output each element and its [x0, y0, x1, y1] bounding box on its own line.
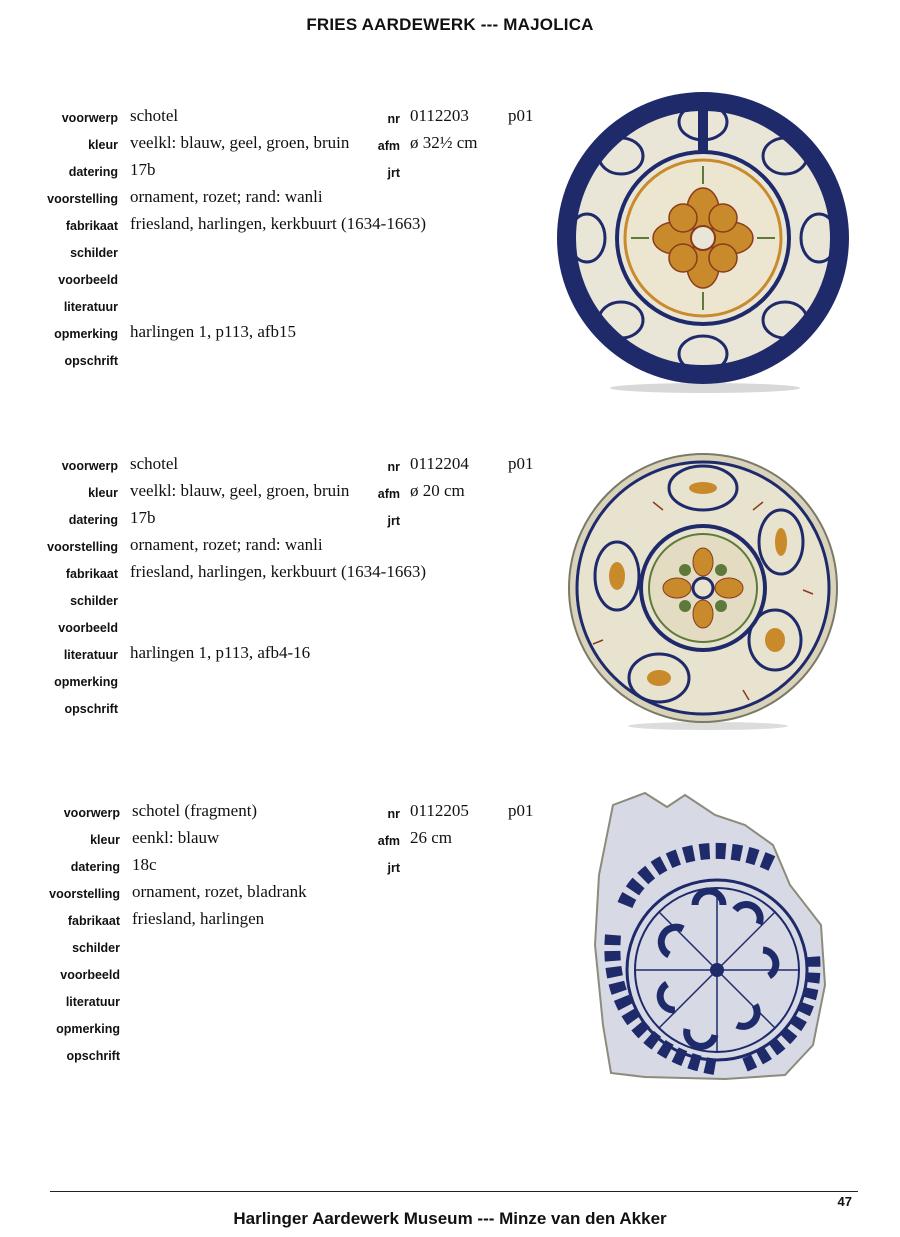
label-datering: datering	[68, 165, 118, 179]
page-number: 47	[837, 1194, 852, 1209]
page-footer: Harlinger Aardewerk Museum --- Minze van den Akker	[233, 1209, 667, 1228]
label-voorstelling: voorstelling	[49, 887, 120, 901]
plate-photo-2	[563, 450, 848, 735]
value-voorwerp: schotel	[130, 106, 179, 125]
value-datering: 17b	[130, 508, 156, 527]
value-kleur: veelkl: blauw, geel, groen, bruin	[130, 133, 350, 152]
label-jrt: jrt	[387, 166, 400, 180]
label-nr: nr	[387, 112, 400, 126]
label-afm: afm	[377, 487, 400, 501]
value-voorstelling: ornament, rozet, bladrank	[132, 882, 307, 901]
value-voorwerp: schotel	[130, 454, 179, 473]
label-voorbeeld: voorbeeld	[60, 968, 120, 982]
value-datering: 17b	[130, 160, 156, 179]
label-fabrikaat: fabrikaat	[65, 567, 118, 581]
value-voorwerp: schotel (fragment)	[132, 801, 258, 820]
label-jrt: jrt	[387, 514, 400, 528]
label-literatuur: literatuur	[63, 648, 118, 662]
label-schilder: schilder	[70, 246, 118, 260]
value-nr: 0112204	[410, 454, 469, 473]
label-opmerking: opmerking	[54, 675, 118, 689]
value-nr: 0112205	[410, 801, 469, 820]
label-voorwerp: voorwerp	[61, 459, 118, 473]
value-afm: ø 20 cm	[410, 481, 465, 500]
value-fabrikaat: friesland, harlingen	[132, 909, 265, 928]
label-opschrift: opschrift	[64, 702, 118, 716]
value-p: p01	[508, 801, 534, 820]
plate-fragment-photo-3	[585, 785, 850, 1085]
label-opschrift: opschrift	[66, 1049, 120, 1063]
label-schilder: schilder	[70, 594, 118, 608]
label-voorbeeld: voorbeeld	[58, 273, 118, 287]
value-voorstelling: ornament, rozet; rand: wanli	[130, 535, 323, 554]
label-voorbeeld: voorbeeld	[58, 621, 118, 635]
label-voorstelling: voorstelling	[47, 540, 118, 554]
value-opmerking: harlingen 1, p113, afb15	[130, 322, 297, 341]
value-p: p01	[508, 454, 534, 473]
value-fabrikaat: friesland, harlingen, kerkbuurt (1634-1663)	[130, 562, 426, 581]
plate-photo-1	[553, 88, 853, 398]
label-afm: afm	[377, 834, 400, 848]
label-kleur: kleur	[88, 486, 118, 500]
label-kleur: kleur	[88, 138, 118, 152]
value-afm: ø 32½ cm	[410, 133, 478, 152]
label-jrt: jrt	[387, 861, 400, 875]
label-nr: nr	[387, 807, 400, 821]
label-nr: nr	[387, 460, 400, 474]
label-schilder: schilder	[72, 941, 120, 955]
value-fabrikaat: friesland, harlingen, kerkbuurt (1634-1663)	[130, 214, 426, 233]
label-opschrift: opschrift	[64, 354, 118, 368]
label-afm: afm	[377, 139, 400, 153]
value-nr: 0112203	[410, 106, 469, 125]
footer-divider	[50, 1191, 858, 1192]
label-opmerking: opmerking	[56, 1022, 120, 1036]
label-opmerking: opmerking	[54, 327, 118, 341]
value-p: p01	[508, 106, 534, 125]
label-kleur: kleur	[90, 833, 120, 847]
label-fabrikaat: fabrikaat	[67, 914, 120, 928]
value-datering: 18c	[132, 855, 157, 874]
value-literatuur: harlingen 1, p113, afb4-16	[130, 643, 311, 662]
label-voorwerp: voorwerp	[63, 806, 120, 820]
value-afm: 26 cm	[410, 828, 453, 847]
value-kleur: veelkl: blauw, geel, groen, bruin	[130, 481, 350, 500]
value-voorstelling: ornament, rozet; rand: wanli	[130, 187, 323, 206]
label-datering: datering	[70, 860, 120, 874]
label-voorstelling: voorstelling	[47, 192, 118, 206]
page-title: FRIES AARDEWERK --- MAJOLICA	[306, 15, 594, 34]
label-datering: datering	[68, 513, 118, 527]
label-fabrikaat: fabrikaat	[65, 219, 118, 233]
label-literatuur: literatuur	[63, 300, 118, 314]
label-voorwerp: voorwerp	[61, 111, 118, 125]
label-literatuur: literatuur	[65, 995, 120, 1009]
value-kleur: eenkl: blauw	[132, 828, 220, 847]
